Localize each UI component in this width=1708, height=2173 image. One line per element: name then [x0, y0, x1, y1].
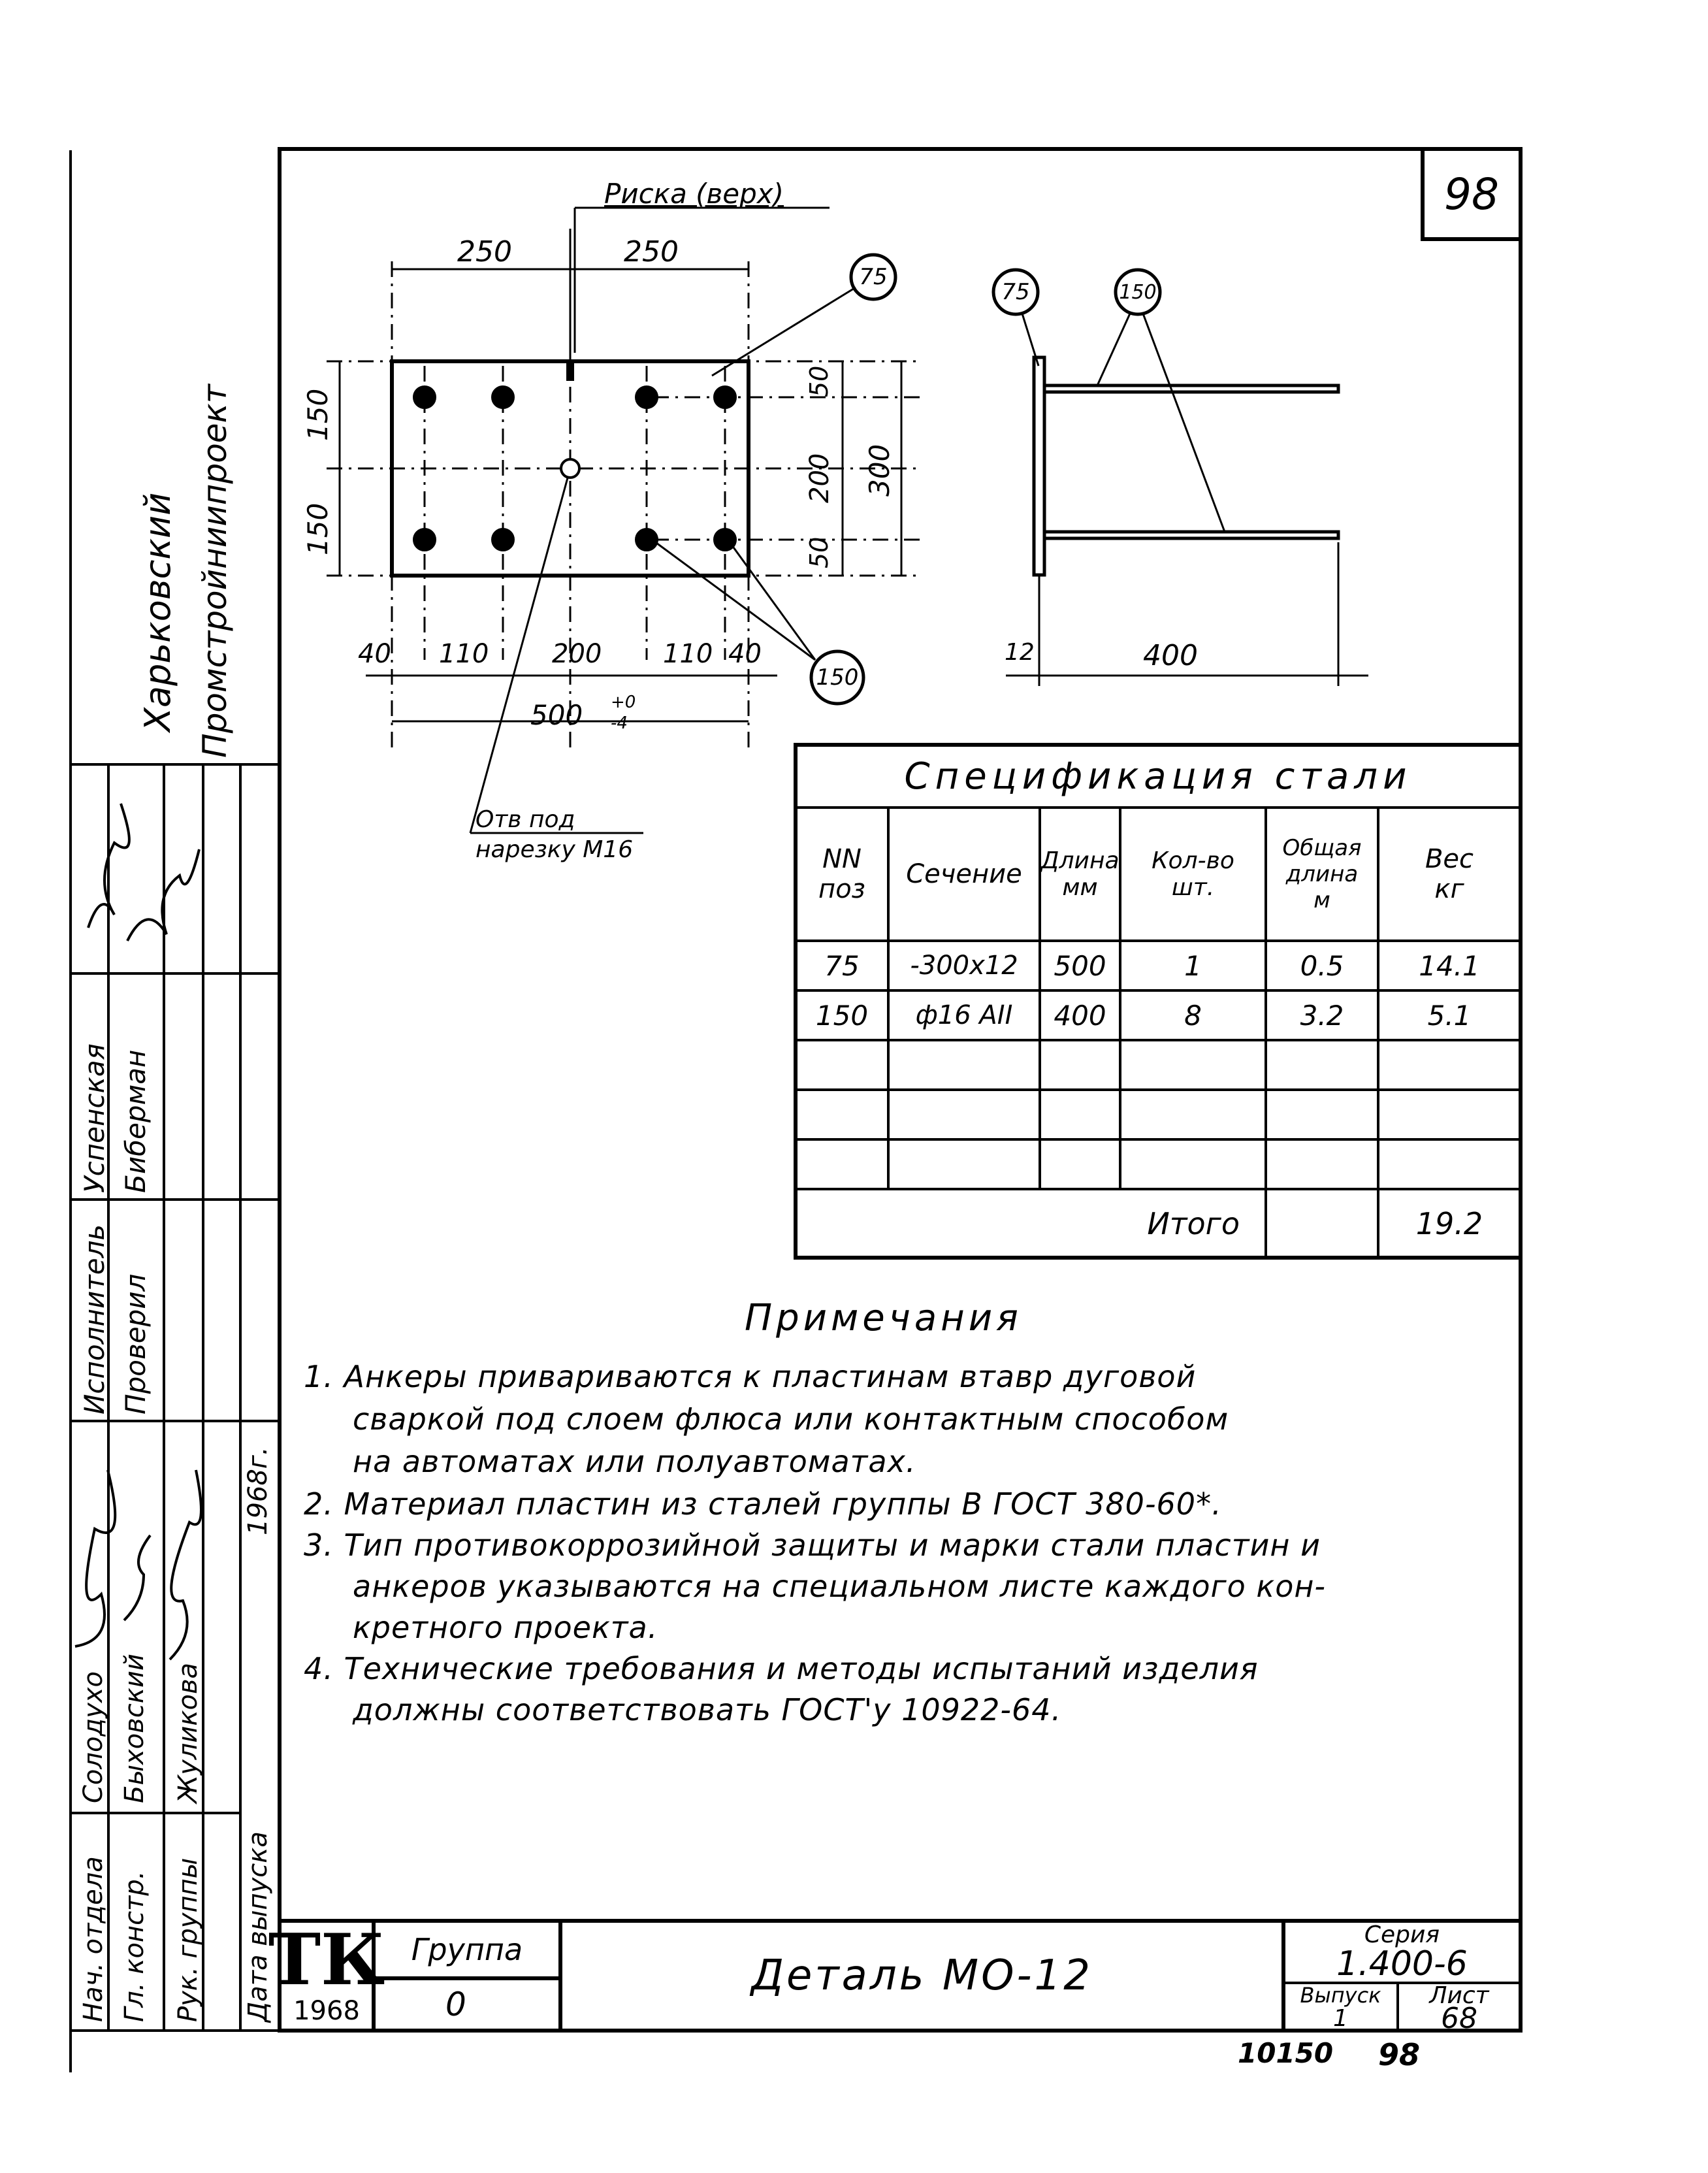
org-line-2: Промстройниипроект [196, 384, 234, 758]
note-4-line-1: 4. Технические требования и методы испытаний изделия [304, 1651, 1259, 1686]
dim-top-right: 250 [624, 235, 679, 269]
issue-label: Выпуск [1300, 1983, 1381, 2008]
dim-right-200: 200 [805, 453, 835, 503]
spec-row-2-qty: 8 [1184, 999, 1202, 1032]
note-1-line-3: на автоматах или полуавтоматах. [353, 1444, 916, 1479]
spec-total-value: 19.2 [1415, 1205, 1483, 1241]
callout-150-plan: 150 [816, 664, 859, 691]
sheet-label: Лист [1429, 1982, 1489, 2009]
spec-header-weight-l1: Вес [1425, 844, 1474, 874]
note-2: 2. Материал пластин из сталей группы В ГОСТ 380-60*. [304, 1486, 1222, 1522]
spec-header-qty-l2: шт. [1171, 874, 1215, 901]
name-group-lead: Жуликова [173, 1662, 203, 1803]
spec-row-1-total-length: 0.5 [1300, 949, 1344, 982]
name-executor: Успенская [78, 1043, 110, 1193]
release-date-label: Дата выпуска [243, 1831, 273, 2022]
dim-bottom-110-left: 110 [439, 639, 489, 669]
callout-75-side: 75 [1001, 279, 1030, 305]
spec-row-1-length: 500 [1054, 949, 1106, 982]
group-value: 0 [445, 1985, 466, 2023]
spec-header-total-length-l1: Общая [1282, 835, 1362, 861]
spec-header-length-l2: мм [1062, 874, 1098, 901]
spec-row-2-length: 400 [1054, 999, 1106, 1032]
spec-row-1-weight: 14.1 [1419, 949, 1480, 982]
release-date-value: 1968г. [243, 1446, 273, 1535]
spec-header-qty-l1: Кол-во [1152, 847, 1234, 874]
org-line-1: Харьковский [137, 492, 178, 732]
dim-right-50-top: 50 [805, 365, 833, 397]
dim-bottom-40-right: 40 [728, 639, 762, 669]
dim-bottom-110-right: 110 [663, 639, 713, 669]
name-chief-constr: Быховский [120, 1654, 150, 1803]
note-1-line-2: сваркой под слоем флюса или контактным способом [353, 1401, 1229, 1437]
spec-row-1-pos: 75 [824, 949, 860, 982]
spec-row-1-section: -300х12 [910, 951, 1018, 981]
side-dim-400: 400 [1143, 639, 1198, 672]
dim-total-500: 500 [530, 699, 583, 731]
name-head-dept: Солодухо [78, 1671, 108, 1803]
dim-right-300: 300 [863, 444, 895, 497]
spec-header-length-l1: Длина [1040, 847, 1120, 874]
dim-left-lower: 150 [302, 502, 334, 555]
dim-tol-lower: -4 [611, 713, 628, 733]
dim-bottom-40-left: 40 [358, 639, 391, 669]
dim-right-50-bottom: 50 [805, 536, 833, 568]
role-chief-constr: Гл. констр. [120, 1871, 150, 2022]
footer-code: 10150 [1238, 2037, 1334, 2069]
spec-header-section: Сечение [906, 859, 1022, 889]
spec-row-2-total-length: 3.2 [1300, 999, 1344, 1032]
role-executor: Исполнитель [78, 1224, 110, 1414]
name-checked: Биберман [120, 1049, 152, 1193]
risk-label: Риска (верх) [604, 178, 784, 210]
spec-total-label: Итого [1147, 1205, 1240, 1241]
tk-logo: ТК [268, 1919, 385, 2001]
series-label: Серия [1364, 1921, 1440, 1948]
issue-value: 1 [1333, 2004, 1348, 2032]
dim-left-upper: 150 [302, 388, 334, 441]
callout-150-side: 150 [1119, 280, 1157, 304]
side-dim-12: 12 [1005, 639, 1035, 666]
spec-row-2-section: ф16 АII [915, 1000, 1013, 1030]
spec-title: Спецификация стали [904, 755, 1412, 798]
note-3-line-2: анкеров указываются на специальном листе каждого кон- [353, 1569, 1327, 1604]
spec-header-weight-l2: кг [1434, 874, 1464, 904]
footer-page: 98 [1378, 2037, 1421, 2072]
notes-title: Примечания [745, 1297, 1022, 1339]
hole-label-line1: Отв под [475, 806, 575, 833]
spec-row-2-pos: 150 [815, 999, 869, 1032]
dim-top-left: 250 [457, 235, 512, 269]
note-1-line-1: 1. Анкеры привариваются к пластинам втавр дуговой [304, 1359, 1197, 1394]
sheet-value: 68 [1441, 2001, 1477, 2035]
callout-75-plan: 75 [859, 264, 888, 290]
spec-header-total-length-l3: м [1313, 887, 1330, 913]
role-head-dept: Нач. отдела [78, 1856, 108, 2022]
role-group-lead: Рук. группы [173, 1857, 203, 2022]
sheet-number-top: 98 [1444, 169, 1499, 220]
drawing-title: Деталь МО-12 [751, 1952, 1093, 2000]
note-4-line-2: должны соответствовать ГОСТ'у 10922-64. [353, 1692, 1062, 1727]
note-3-line-1: 3. Тип противокоррозийной защиты и марки стали пластин и [304, 1528, 1321, 1563]
group-label: Группа [411, 1932, 523, 1967]
spec-header-total-length-l2: длина [1285, 861, 1359, 887]
hole-label-line2: нарезку М16 [475, 836, 634, 863]
dim-bottom-200: 200 [552, 639, 602, 669]
tk-logo-year: 1968 [293, 1996, 360, 2026]
spec-row-1-qty: 1 [1184, 949, 1202, 982]
series-value: 1.400-6 [1336, 1944, 1468, 1984]
spec-row-2-weight: 5.1 [1427, 999, 1472, 1032]
role-checked: Проверил [120, 1273, 152, 1414]
note-3-line-3: кретного проекта. [353, 1610, 658, 1645]
dim-tol-upper: +0 [611, 693, 636, 712]
spec-header-pos-l1: NN [822, 844, 862, 874]
spec-header-pos-l2: поз [818, 874, 865, 904]
